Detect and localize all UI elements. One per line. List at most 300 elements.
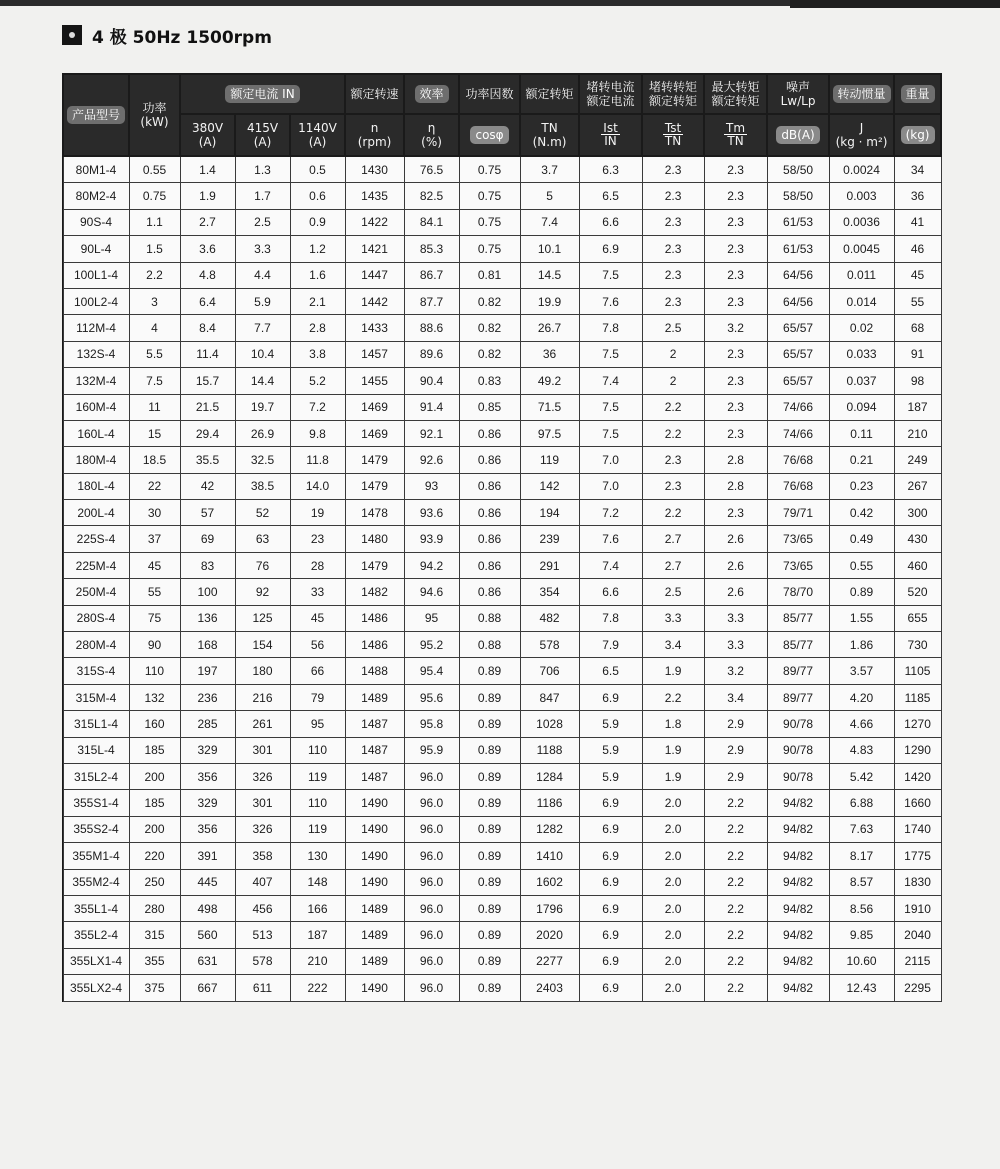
cell-tm-ratio: 3.4 <box>704 684 767 710</box>
cell-tm-ratio: 2.2 <box>704 869 767 895</box>
cell-power-factor: 0.86 <box>459 552 520 578</box>
cell-ist-ratio: 6.9 <box>579 869 642 895</box>
cell-power: 110 <box>129 658 180 684</box>
cell-current-1140v: 33 <box>290 579 345 605</box>
cell-model: 315L1-4 <box>63 711 129 737</box>
cell-efficiency: 96.0 <box>404 869 459 895</box>
cell-power-factor: 0.89 <box>459 816 520 842</box>
table-row <box>63 632 941 658</box>
table-row <box>63 869 941 895</box>
cell-current-380v: 2.7 <box>180 209 235 235</box>
cell-speed: 1489 <box>345 948 404 974</box>
cell-speed: 1457 <box>345 341 404 367</box>
cell-weight: 36 <box>894 183 941 209</box>
cell-speed: 1479 <box>345 473 404 499</box>
cell-current-415v: 125 <box>235 605 290 631</box>
header-torque-unit: TN (N.m) <box>520 114 579 156</box>
cell-current-380v: 329 <box>180 737 235 763</box>
cell-current-380v: 29.4 <box>180 420 235 446</box>
cell-inertia: 4.66 <box>829 711 894 737</box>
cell-weight: 187 <box>894 394 941 420</box>
cell-power: 280 <box>129 895 180 921</box>
cell-speed: 1490 <box>345 843 404 869</box>
header-pf-unit: cosφ <box>459 114 520 156</box>
cell-tst-ratio: 2.3 <box>642 262 704 288</box>
cell-power: 250 <box>129 869 180 895</box>
cell-noise: 61/53 <box>767 209 829 235</box>
cell-power-factor: 0.82 <box>459 341 520 367</box>
cell-tm-ratio: 2.3 <box>704 341 767 367</box>
cell-inertia: 0.23 <box>829 473 894 499</box>
cell-inertia: 0.0024 <box>829 156 894 183</box>
cell-current-415v: 19.7 <box>235 394 290 420</box>
cell-power-factor: 0.89 <box>459 763 520 789</box>
cell-efficiency: 93.6 <box>404 500 459 526</box>
cell-speed: 1486 <box>345 605 404 631</box>
cell-weight: 1105 <box>894 658 941 684</box>
cell-power-factor: 0.89 <box>459 975 520 1001</box>
header-eff: 效率 <box>404 74 459 114</box>
cell-efficiency: 86.7 <box>404 262 459 288</box>
cell-tst-ratio: 2 <box>642 368 704 394</box>
cell-speed: 1487 <box>345 737 404 763</box>
header-tm: 最大转矩 额定转矩 <box>704 74 767 114</box>
cell-model: 180M-4 <box>63 447 129 473</box>
cell-inertia: 7.63 <box>829 816 894 842</box>
cell-torque: 14.5 <box>520 262 579 288</box>
table-row <box>63 711 941 737</box>
cell-tst-ratio: 2.0 <box>642 790 704 816</box>
cell-current-380v: 356 <box>180 763 235 789</box>
cell-tm-ratio: 2.3 <box>704 183 767 209</box>
cell-ist-ratio: 6.9 <box>579 236 642 262</box>
cell-current-1140v: 0.5 <box>290 156 345 183</box>
header-v415: 415V (A) <box>235 114 290 156</box>
table-row <box>63 420 941 446</box>
cell-model: 355M2-4 <box>63 869 129 895</box>
cell-noise: 73/65 <box>767 526 829 552</box>
cell-inertia: 0.094 <box>829 394 894 420</box>
cell-inertia: 0.42 <box>829 500 894 526</box>
cell-tm-ratio: 2.9 <box>704 737 767 763</box>
cell-tst-ratio: 1.9 <box>642 658 704 684</box>
cell-current-1140v: 110 <box>290 737 345 763</box>
cell-inertia: 0.037 <box>829 368 894 394</box>
cell-power: 30 <box>129 500 180 526</box>
table-row <box>63 341 941 367</box>
cell-current-1140v: 56 <box>290 632 345 658</box>
cell-weight: 41 <box>894 209 941 235</box>
cell-noise: 94/82 <box>767 948 829 974</box>
cell-tst-ratio: 2 <box>642 341 704 367</box>
cell-ist-ratio: 7.5 <box>579 341 642 367</box>
header-current: 额定电流 IN <box>180 74 345 114</box>
header-noise-unit: dB(A) <box>767 114 829 156</box>
cell-power: 7.5 <box>129 368 180 394</box>
cell-power: 355 <box>129 948 180 974</box>
cell-model: 132M-4 <box>63 368 129 394</box>
cell-weight: 2115 <box>894 948 941 974</box>
cell-model: 225S-4 <box>63 526 129 552</box>
cell-tst-ratio: 2.7 <box>642 552 704 578</box>
cell-current-415v: 5.9 <box>235 288 290 314</box>
cell-ist-ratio: 7.5 <box>579 262 642 288</box>
cell-model: 355L1-4 <box>63 895 129 921</box>
cell-efficiency: 92.1 <box>404 420 459 446</box>
cell-inertia: 1.55 <box>829 605 894 631</box>
cell-power: 45 <box>129 552 180 578</box>
cell-power-factor: 0.89 <box>459 684 520 710</box>
cell-torque: 19.9 <box>520 288 579 314</box>
cell-noise: 79/71 <box>767 500 829 526</box>
cell-power-factor: 0.83 <box>459 368 520 394</box>
cell-ist-ratio: 7.8 <box>579 605 642 631</box>
cell-tst-ratio: 2.0 <box>642 816 704 842</box>
cell-power-factor: 0.86 <box>459 579 520 605</box>
cell-ist-ratio: 7.6 <box>579 288 642 314</box>
cell-tm-ratio: 3.3 <box>704 605 767 631</box>
cell-speed: 1442 <box>345 288 404 314</box>
cell-speed: 1479 <box>345 447 404 473</box>
cell-weight: 249 <box>894 447 941 473</box>
cell-noise: 58/50 <box>767 183 829 209</box>
cell-current-415v: 14.4 <box>235 368 290 394</box>
cell-ist-ratio: 6.6 <box>579 579 642 605</box>
cell-power: 2.2 <box>129 262 180 288</box>
cell-weight: 1910 <box>894 895 941 921</box>
cell-inertia: 5.42 <box>829 763 894 789</box>
cell-current-415v: 407 <box>235 869 290 895</box>
cell-current-1140v: 187 <box>290 922 345 948</box>
header-v1140: 1140V (A) <box>290 114 345 156</box>
table-row <box>63 447 941 473</box>
cell-power: 160 <box>129 711 180 737</box>
cell-power-factor: 0.89 <box>459 790 520 816</box>
top-decor-tail <box>790 0 1000 8</box>
cell-ist-ratio: 5.9 <box>579 763 642 789</box>
cell-noise: 89/77 <box>767 658 829 684</box>
cell-model: 250M-4 <box>63 579 129 605</box>
cell-ist-ratio: 6.9 <box>579 895 642 921</box>
cell-current-380v: 69 <box>180 526 235 552</box>
cell-efficiency: 88.6 <box>404 315 459 341</box>
cell-power: 37 <box>129 526 180 552</box>
header-speed: 额定转速 <box>345 74 404 114</box>
cell-ist-ratio: 6.9 <box>579 816 642 842</box>
section-title: 4 极 50Hz 1500rpm <box>92 27 272 48</box>
cell-current-380v: 168 <box>180 632 235 658</box>
cell-power: 11 <box>129 394 180 420</box>
cell-current-380v: 1.4 <box>180 156 235 183</box>
cell-current-380v: 136 <box>180 605 235 631</box>
cell-weight: 1775 <box>894 843 941 869</box>
cell-tst-ratio: 1.8 <box>642 711 704 737</box>
table-row <box>63 975 941 1001</box>
cell-power-factor: 0.86 <box>459 526 520 552</box>
cell-efficiency: 95.4 <box>404 658 459 684</box>
cell-tst-ratio: 2.0 <box>642 975 704 1001</box>
cell-efficiency: 96.0 <box>404 843 459 869</box>
cell-current-415v: 261 <box>235 711 290 737</box>
cell-speed: 1469 <box>345 394 404 420</box>
cell-efficiency: 94.2 <box>404 552 459 578</box>
cell-weight: 45 <box>894 262 941 288</box>
cell-tst-ratio: 2.2 <box>642 500 704 526</box>
cell-current-380v: 329 <box>180 790 235 816</box>
cell-speed: 1479 <box>345 552 404 578</box>
table-row <box>63 605 941 631</box>
cell-noise: 74/66 <box>767 394 829 420</box>
cell-speed: 1486 <box>345 632 404 658</box>
cell-current-415v: 1.3 <box>235 156 290 183</box>
cell-weight: 267 <box>894 473 941 499</box>
cell-noise: 78/70 <box>767 579 829 605</box>
cell-tst-ratio: 2.0 <box>642 948 704 974</box>
cell-power-factor: 0.86 <box>459 473 520 499</box>
table-row <box>63 552 941 578</box>
cell-weight: 655 <box>894 605 941 631</box>
cell-noise: 65/57 <box>767 315 829 341</box>
cell-tst-ratio: 1.9 <box>642 737 704 763</box>
cell-ist-ratio: 7.5 <box>579 394 642 420</box>
cell-inertia: 6.88 <box>829 790 894 816</box>
cell-weight: 68 <box>894 315 941 341</box>
cell-efficiency: 93.9 <box>404 526 459 552</box>
cell-model: 100L1-4 <box>63 262 129 288</box>
cell-power-factor: 0.75 <box>459 236 520 262</box>
cell-ist-ratio: 7.0 <box>579 447 642 473</box>
cell-model: 280S-4 <box>63 605 129 631</box>
cell-model: 80M1-4 <box>63 156 129 183</box>
cell-efficiency: 95 <box>404 605 459 631</box>
cell-current-415v: 7.7 <box>235 315 290 341</box>
cell-current-1140v: 3.8 <box>290 341 345 367</box>
cell-torque: 3.7 <box>520 156 579 183</box>
cell-current-380v: 1.9 <box>180 183 235 209</box>
table-row <box>63 816 941 842</box>
cell-inertia: 0.55 <box>829 552 894 578</box>
cell-current-415v: 1.7 <box>235 183 290 209</box>
cell-tm-ratio: 2.6 <box>704 526 767 552</box>
cell-noise: 94/82 <box>767 869 829 895</box>
cell-speed: 1447 <box>345 262 404 288</box>
cell-efficiency: 96.0 <box>404 790 459 816</box>
cell-power: 200 <box>129 816 180 842</box>
cell-tm-ratio: 2.2 <box>704 816 767 842</box>
cell-weight: 2040 <box>894 922 941 948</box>
cell-current-1140v: 110 <box>290 790 345 816</box>
cell-current-380v: 236 <box>180 684 235 710</box>
cell-ist-ratio: 7.5 <box>579 420 642 446</box>
cell-current-415v: 456 <box>235 895 290 921</box>
cell-speed: 1480 <box>345 526 404 552</box>
cell-current-380v: 83 <box>180 552 235 578</box>
cell-power-factor: 0.89 <box>459 658 520 684</box>
cell-efficiency: 93 <box>404 473 459 499</box>
cell-tm-ratio: 2.3 <box>704 288 767 314</box>
cell-tm-ratio: 3.2 <box>704 658 767 684</box>
table-row <box>63 183 941 209</box>
cell-model: 355S1-4 <box>63 790 129 816</box>
cell-speed: 1469 <box>345 420 404 446</box>
cell-ist-ratio: 5.9 <box>579 737 642 763</box>
cell-ist-ratio: 6.9 <box>579 790 642 816</box>
cell-power: 1.5 <box>129 236 180 262</box>
header-ist: 堵转电流 额定电流 <box>579 74 642 114</box>
cell-speed: 1478 <box>345 500 404 526</box>
cell-efficiency: 92.6 <box>404 447 459 473</box>
header-inertia: 转动惯量 <box>829 74 894 114</box>
cell-noise: 94/82 <box>767 895 829 921</box>
cell-speed: 1487 <box>345 763 404 789</box>
cell-current-1140v: 166 <box>290 895 345 921</box>
cell-weight: 98 <box>894 368 941 394</box>
cell-ist-ratio: 6.5 <box>579 658 642 684</box>
cell-tst-ratio: 2.0 <box>642 922 704 948</box>
cell-current-1140v: 119 <box>290 816 345 842</box>
cell-power-factor: 0.86 <box>459 447 520 473</box>
cell-speed: 1489 <box>345 922 404 948</box>
cell-ist-ratio: 6.5 <box>579 183 642 209</box>
cell-inertia: 8.56 <box>829 895 894 921</box>
cell-noise: 94/82 <box>767 922 829 948</box>
cell-power: 185 <box>129 790 180 816</box>
cell-current-1140v: 7.2 <box>290 394 345 420</box>
cell-current-415v: 63 <box>235 526 290 552</box>
cell-inertia: 3.57 <box>829 658 894 684</box>
cell-model: 355M1-4 <box>63 843 129 869</box>
table-row <box>63 262 941 288</box>
cell-efficiency: 85.3 <box>404 236 459 262</box>
cell-inertia: 0.02 <box>829 315 894 341</box>
cell-efficiency: 87.7 <box>404 288 459 314</box>
cell-power: 220 <box>129 843 180 869</box>
cell-current-415v: 216 <box>235 684 290 710</box>
cell-power-factor: 0.89 <box>459 843 520 869</box>
cell-efficiency: 96.0 <box>404 763 459 789</box>
cell-tm-ratio: 2.6 <box>704 552 767 578</box>
cell-tst-ratio: 2.2 <box>642 394 704 420</box>
cell-efficiency: 91.4 <box>404 394 459 420</box>
cell-current-415v: 26.9 <box>235 420 290 446</box>
header-noise: 噪声 Lw/Lp <box>767 74 829 114</box>
cell-power: 18.5 <box>129 447 180 473</box>
cell-power: 90 <box>129 632 180 658</box>
cell-current-415v: 10.4 <box>235 341 290 367</box>
cell-inertia: 8.57 <box>829 869 894 895</box>
cell-power-factor: 0.89 <box>459 922 520 948</box>
cell-torque: 1284 <box>520 763 579 789</box>
cell-model: 355LX2-4 <box>63 975 129 1001</box>
cell-model: 315L2-4 <box>63 763 129 789</box>
cell-model: 355LX1-4 <box>63 948 129 974</box>
cell-noise: 58/50 <box>767 156 829 183</box>
cell-current-415v: 611 <box>235 975 290 1001</box>
cell-inertia: 9.85 <box>829 922 894 948</box>
cell-speed: 1490 <box>345 816 404 842</box>
cell-current-415v: 513 <box>235 922 290 948</box>
cell-current-380v: 100 <box>180 579 235 605</box>
cell-current-1140v: 28 <box>290 552 345 578</box>
cell-tm-ratio: 2.2 <box>704 843 767 869</box>
cell-tm-ratio: 2.9 <box>704 711 767 737</box>
cell-current-415v: 180 <box>235 658 290 684</box>
cell-power: 375 <box>129 975 180 1001</box>
header-inertia-unit: J (kg · m²) <box>829 114 894 156</box>
cell-power-factor: 0.75 <box>459 156 520 183</box>
cell-efficiency: 95.9 <box>404 737 459 763</box>
cell-torque: 36 <box>520 341 579 367</box>
cell-power: 5.5 <box>129 341 180 367</box>
cell-tst-ratio: 2.3 <box>642 473 704 499</box>
cell-ist-ratio: 7.4 <box>579 368 642 394</box>
cell-efficiency: 76.5 <box>404 156 459 183</box>
cell-model: 112M-4 <box>63 315 129 341</box>
cell-weight: 1270 <box>894 711 941 737</box>
cell-tm-ratio: 2.9 <box>704 763 767 789</box>
cell-inertia: 0.011 <box>829 262 894 288</box>
cell-current-380v: 8.4 <box>180 315 235 341</box>
cell-torque: 49.2 <box>520 368 579 394</box>
cell-tm-ratio: 2.3 <box>704 262 767 288</box>
cell-power: 0.75 <box>129 183 180 209</box>
cell-inertia: 0.11 <box>829 420 894 446</box>
cell-ist-ratio: 7.8 <box>579 315 642 341</box>
cell-speed: 1433 <box>345 315 404 341</box>
cell-power-factor: 0.86 <box>459 500 520 526</box>
cell-noise: 64/56 <box>767 262 829 288</box>
cell-tm-ratio: 2.2 <box>704 790 767 816</box>
cell-weight: 2295 <box>894 975 941 1001</box>
cell-power: 315 <box>129 922 180 948</box>
cell-tst-ratio: 2.0 <box>642 895 704 921</box>
cell-tm-ratio: 2.3 <box>704 394 767 420</box>
cell-ist-ratio: 6.9 <box>579 948 642 974</box>
cell-current-1140v: 1.6 <box>290 262 345 288</box>
cell-model: 315L-4 <box>63 737 129 763</box>
cell-noise: 85/77 <box>767 605 829 631</box>
cell-current-1140v: 2.1 <box>290 288 345 314</box>
cell-current-1140v: 45 <box>290 605 345 631</box>
cell-current-415v: 32.5 <box>235 447 290 473</box>
cell-speed: 1421 <box>345 236 404 262</box>
cell-power-factor: 0.81 <box>459 262 520 288</box>
cell-power-factor: 0.85 <box>459 394 520 420</box>
cell-power-factor: 0.89 <box>459 948 520 974</box>
cell-current-1140v: 9.8 <box>290 420 345 446</box>
cell-current-1140v: 79 <box>290 684 345 710</box>
cell-power: 132 <box>129 684 180 710</box>
cell-current-380v: 356 <box>180 816 235 842</box>
cell-current-380v: 3.6 <box>180 236 235 262</box>
cell-torque: 2020 <box>520 922 579 948</box>
cell-current-1140v: 95 <box>290 711 345 737</box>
cell-model: 90L-4 <box>63 236 129 262</box>
table-row <box>63 473 941 499</box>
section-heading <box>62 22 272 48</box>
cell-weight: 730 <box>894 632 941 658</box>
header-eff-unit: η (%) <box>404 114 459 156</box>
cell-noise: 90/78 <box>767 737 829 763</box>
cell-current-1140v: 23 <box>290 526 345 552</box>
cell-efficiency: 90.4 <box>404 368 459 394</box>
cell-weight: 34 <box>894 156 941 183</box>
cell-current-1140v: 210 <box>290 948 345 974</box>
cell-efficiency: 96.0 <box>404 948 459 974</box>
cell-ist-ratio: 7.2 <box>579 500 642 526</box>
cell-current-415v: 326 <box>235 763 290 789</box>
cell-current-1140v: 14.0 <box>290 473 345 499</box>
